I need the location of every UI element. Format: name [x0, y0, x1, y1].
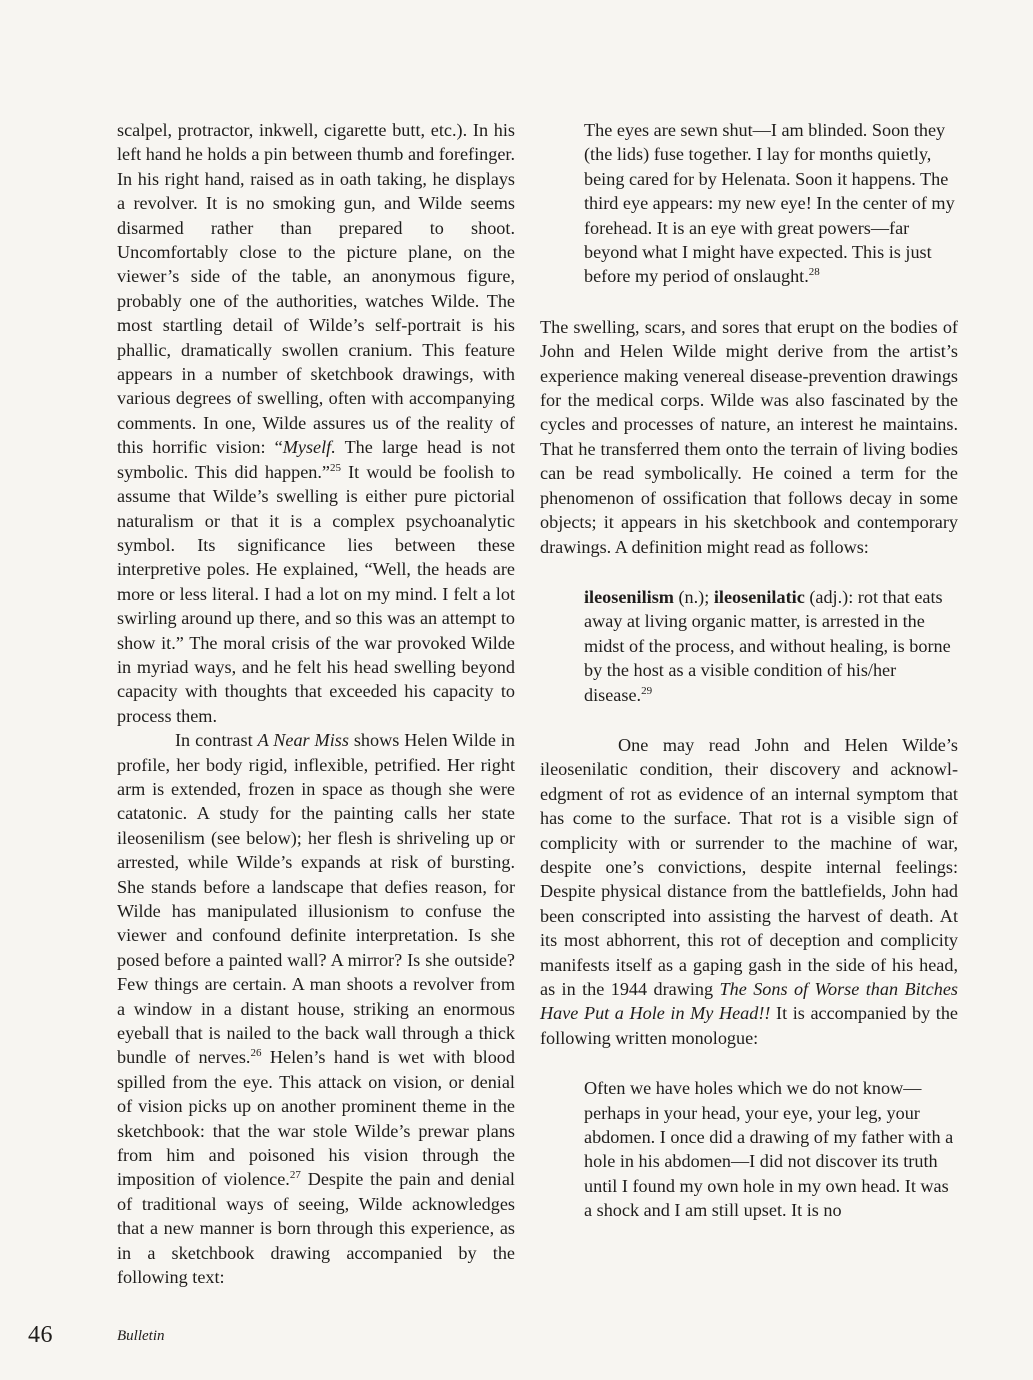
footnote-ref: 25	[329, 461, 341, 474]
italic-run: A Near Miss	[257, 730, 349, 751]
footnote-ref: 27	[289, 1169, 301, 1182]
page-number: 46	[28, 1322, 53, 1348]
text-run: The eyes are sewn shut—I am blinded. Soon they (the lids) fuse together. I lay for months quietly, being cared for by Helenata. Soon it happens. The third eye appears: my new eye! In the center of my forehead. It is an eye with great powers—far beyond what I might have expected. This is just before my period of onslaught.	[584, 120, 955, 287]
footnote-ref: 28	[808, 266, 820, 279]
text-run: (n.);	[673, 586, 714, 607]
italic-run: The Sons of Worse than Bitches Have Put a Hole in My Head!!	[540, 979, 958, 1024]
right-paragraph-1	[540, 315, 958, 559]
right-paragraph-2	[540, 733, 958, 1050]
text-run: The large head is not symbolic. This did happen.”	[117, 437, 516, 482]
block-quote-third-eye	[584, 118, 958, 289]
right-column	[540, 118, 958, 1223]
running-footer: Bulletin	[117, 1328, 165, 1344]
left-paragraph-2	[117, 728, 515, 1289]
text-run: It is accompanied by the following written monologue:	[540, 1003, 958, 1048]
text-run: In contrast	[175, 730, 258, 751]
text-run: scalpel, protractor, inkwell, cigarette butt, etc.). In his left hand he holds a pin between thumb and forefinger. In his right hand, raised as in oath taking, he displays a revolver. It is no smoking gun, and Wilde seems disarmed rather than prepared to shoot. Uncomfortably close to the picture plane, on the viewer’s side of the table, an anonymous figure, probably one of the authorities, watches Wilde. The most startling detail of Wilde’s self-portrait is his phallic, dramatically swollen cranium. This feature appears in a number of sketchbook drawings, with various degrees of swelling, often with accompanying comments. In one, Wilde assures us of the reality of this horrific vision: “	[117, 120, 515, 458]
text-run: shows Helen Wilde in profile, her body rigid, inflexible, petrified. Her right arm is extended, frozen in space as though she were catatonic. A study for the painting calls her state ileosenilism (see below); her flesh is shriveling up or arrested, while Wilde’s expands at risk of bursting. She stands before a landscape that defies reason, for Wilde has manipulated illusionism to confuse the viewer and confound definite interpretation. Is she posed before a painted wall? A mirror? Is she outside? Few things are certain. A man shoots a revolver from a window in a distant house, striking an enormous eyeball that is nailed to the back wall through a thick bundle of nerves.	[117, 730, 515, 1068]
bold-term: ileosenilatic	[713, 586, 805, 607]
text-run: Often we have holes which we do not know—perhaps in your head, your eye, your leg, your abdomen. I once did a drawing of my father with a hole in his abdomen—I did not discover its truth until I found my own hole in my own head. It was a shock and I am still upset. It is no	[584, 1078, 954, 1221]
left-paragraph-1	[117, 118, 515, 728]
text-run: The swelling, scars, and sores that erupt on the bodies of John and Helen Wilde might derive from the artist’s experience making venereal disease-prevention drawings for the medical corps. Wilde was also fascinated by the cycles and processes of nature, an interest he maintains. That he transferred them onto the terrain of living bodies can be read symbolically. He coined a term for the phenomenon of ossification that follows decay in some objects; it appears in his sketchbook and contemporary drawings. A definition might read as follows:	[540, 316, 958, 557]
footnote-ref: 26	[250, 1047, 262, 1060]
italic-run: Myself.	[282, 437, 336, 458]
footnote-ref: 29	[641, 684, 653, 697]
left-column	[117, 118, 515, 1290]
text-run: One may read John and Helen Wilde’s ileosenilatic condition, their discovery and acknowledgment of rot as evidence of an internal symptom that has come to the surface. That rot is a visible sign of complicity with or surrender to the machine of war, despite one’s convictions, despite internal feelings: Despite physical distance from the battlefields, John had been conscripted into assisting the harvest of death. At its most abhorrent, this rot of deception and complicity manifests itself as a gaping gash in the side of his head, as in the 1944 drawing	[540, 734, 958, 999]
text-run: (adj.): rot that eats away at living organic matter, is arrested in the midst of the process, and without healing, is borne by the host as a visible condition of his/her disease.	[584, 586, 951, 705]
text-run: It would be foolish to assume that Wilde’s swelling is either pure pictorial naturalism or that it is a complex psychoanalytic symbol. Its significance lies between these interpretive poles. He explained, “Well, the heads are more or less literal. I had a lot on my mind. I felt a lot swirling around up there, and so this was an attempt to show it.” The moral crisis of the war provoked Wilde in myriad ways, and he felt his head swelling beyond capacity with thoughts that exceeded his capacity to process them.	[117, 461, 515, 726]
block-quote-holes	[584, 1076, 958, 1222]
text-run: Helen’s hand is wet with blood spilled from the eye. This attack on vision, or denial of vision picks up on another prominent theme in the sketchbook: that the war stole Wilde’s prewar plans from him and poisoned his vision through the imposition of violence.	[117, 1047, 515, 1190]
definition-ileosenilism	[584, 585, 958, 707]
bold-term: ileosenilism	[584, 586, 674, 607]
text-run: Despite the pain and denial of traditional ways of seeing, Wilde acknowledges that a new manner is born through this experience, as in a sketchbook drawing accompanied by the following text:	[117, 1169, 515, 1288]
